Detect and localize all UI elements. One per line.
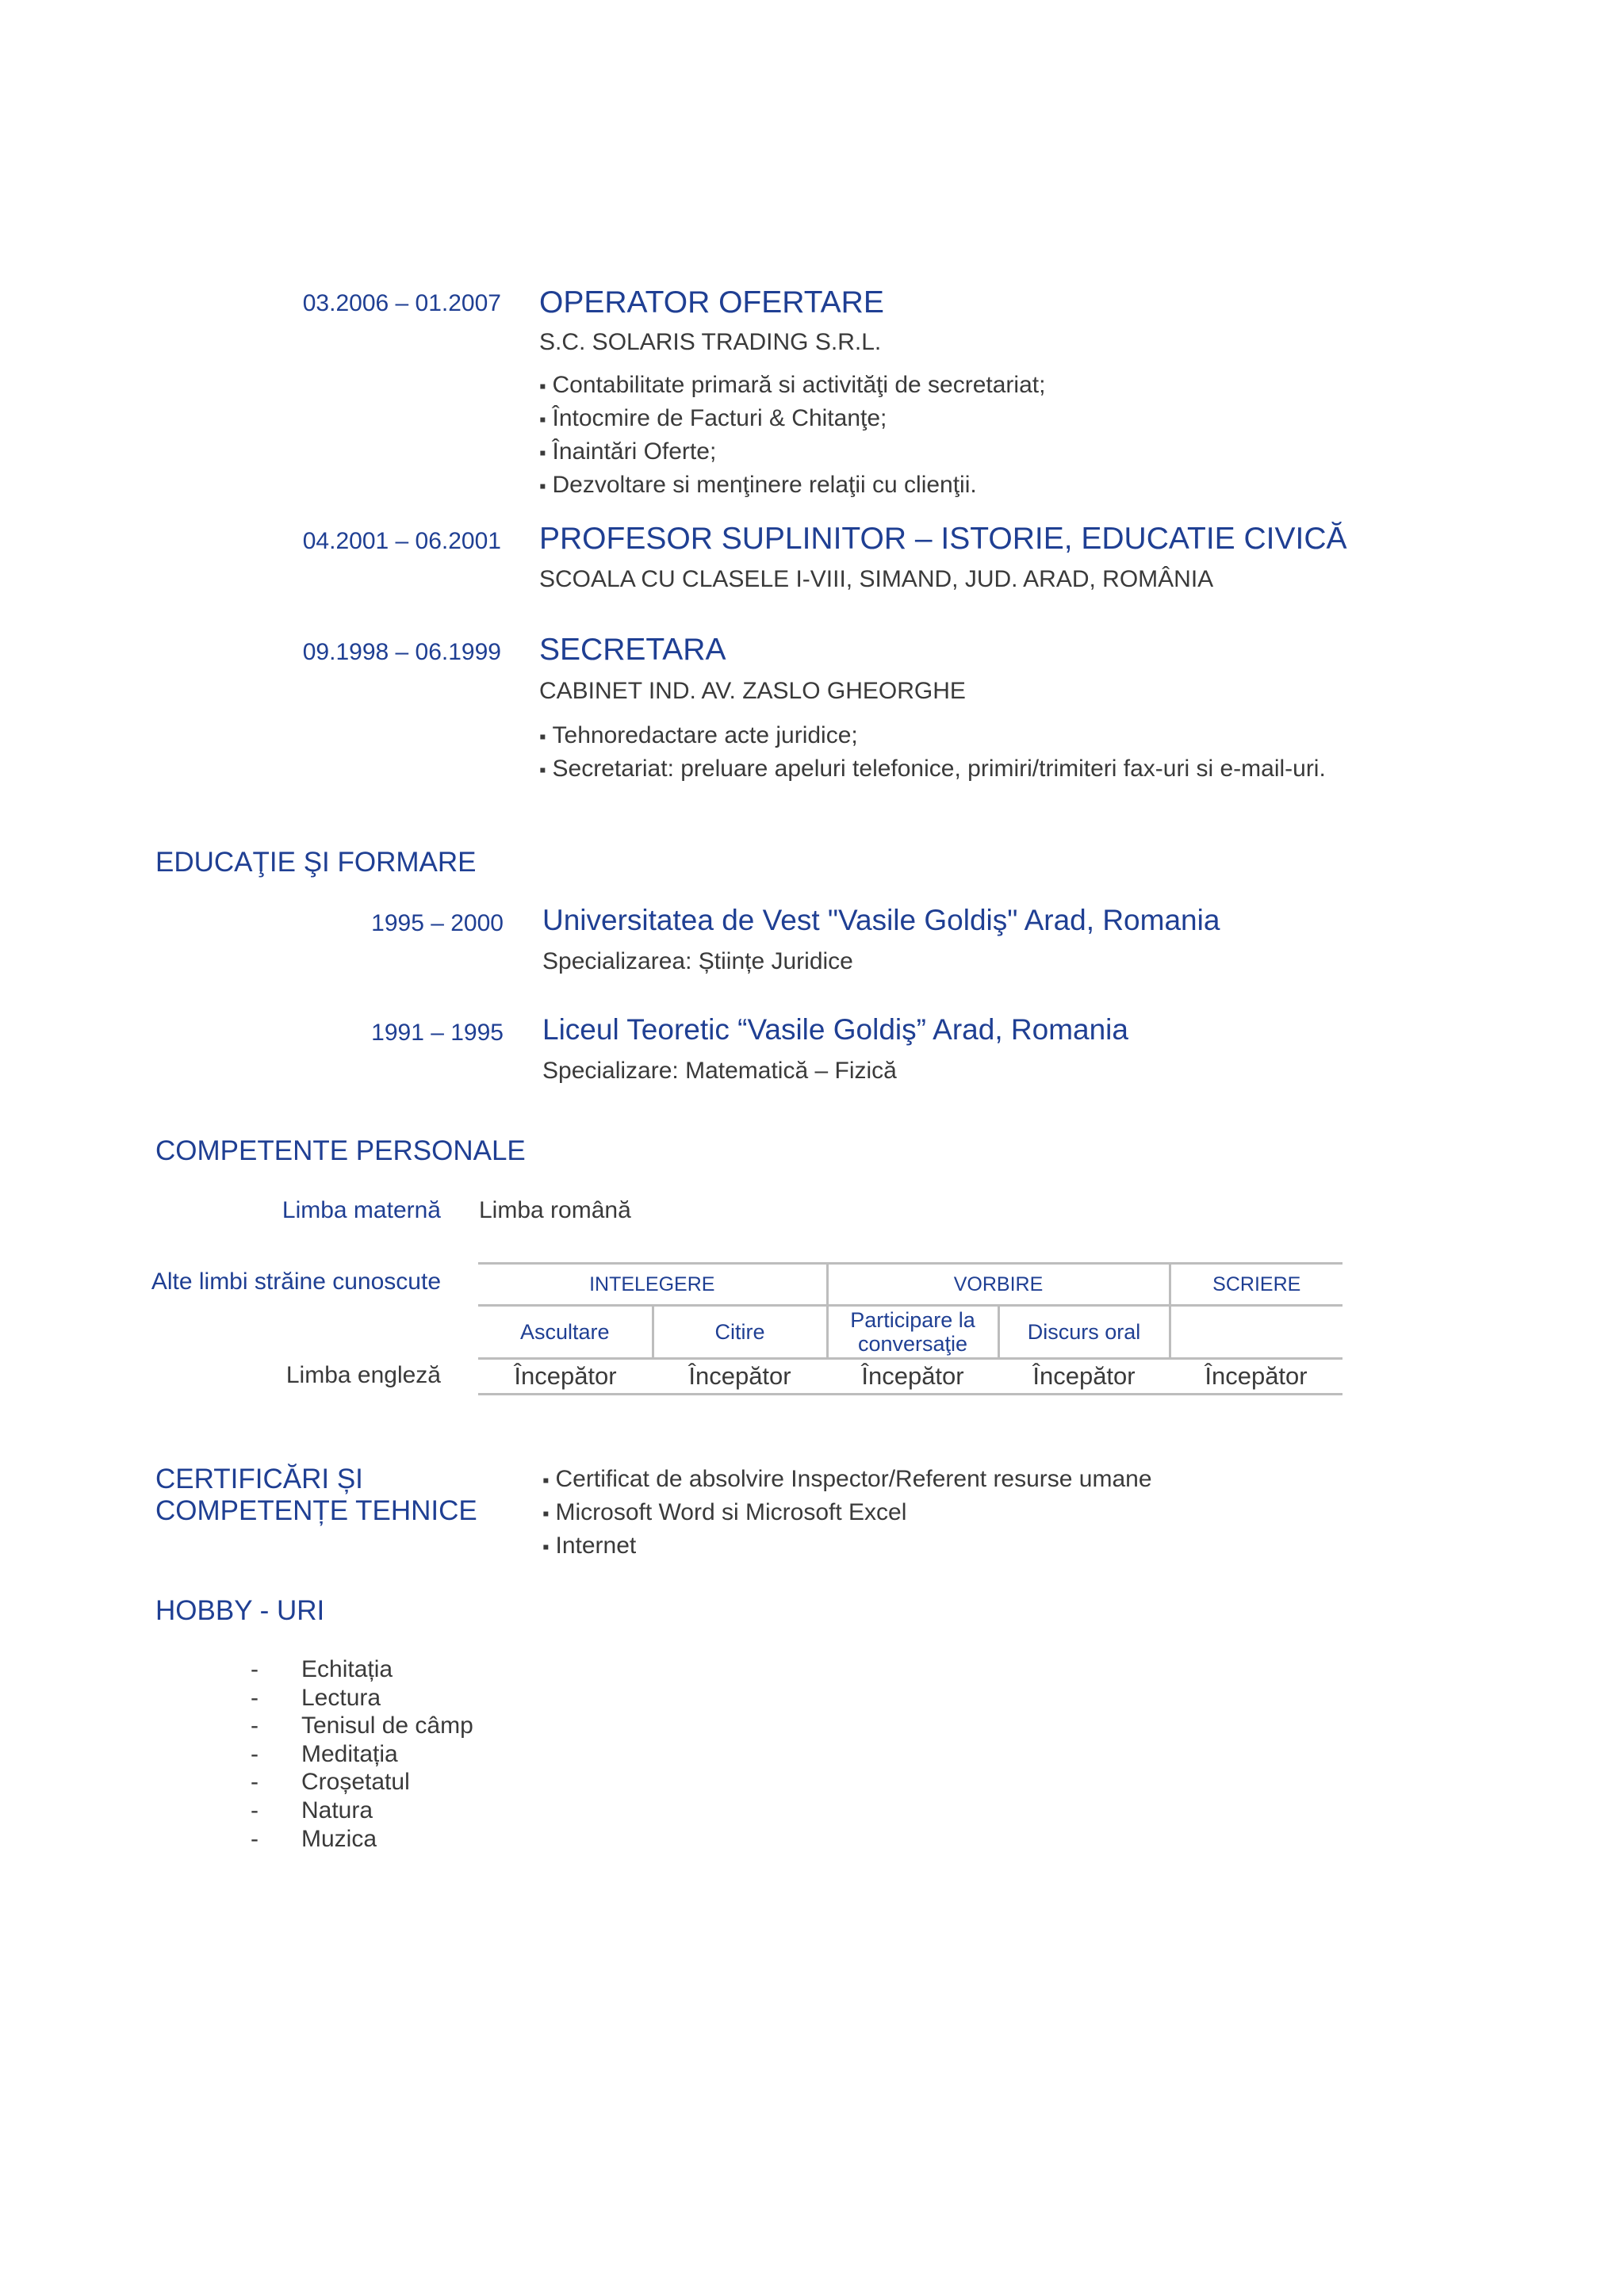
- language-skills-table: [478, 1262, 1342, 1395]
- job-dates: 09.1998 – 06.1999: [302, 639, 501, 665]
- level-cell: Începător: [653, 1359, 827, 1395]
- list-dash: -: [251, 1684, 259, 1711]
- hobby-label: Echitația: [301, 1656, 393, 1682]
- hobby-item: [251, 1825, 473, 1854]
- level-cell: Începător: [827, 1359, 998, 1395]
- subheader-reading: Citire: [653, 1306, 827, 1359]
- hobby-item: [251, 1712, 473, 1740]
- task-item: ▪ Tehnoredactare acte juridice;: [539, 720, 1326, 753]
- list-dash: -: [251, 1712, 259, 1739]
- table-header-row: [478, 1264, 1342, 1306]
- specialization: Specializarea: Științe Juridice: [542, 948, 853, 974]
- hobby-item: [251, 1768, 473, 1797]
- mother-tongue-value: Limba română: [479, 1197, 631, 1223]
- hobby-label: Croșetatul: [301, 1769, 410, 1796]
- task-item: ▪ Secretariat: preluare apeluri telefonice, primiri/trimiteri fax-uri si e-mail-uri.: [539, 753, 1326, 786]
- level-cell: Începător: [998, 1359, 1170, 1395]
- job-dates: 04.2001 – 06.2001: [302, 528, 501, 554]
- table-subheader-row: [478, 1306, 1342, 1359]
- hobby-item: [251, 1740, 473, 1769]
- level-cell: Începător: [1170, 1359, 1342, 1395]
- subheader-interaction: Participare la conversaţie: [827, 1306, 998, 1359]
- education-dates: 1991 – 1995: [371, 1020, 504, 1046]
- employer-name: S.C. SOLARIS TRADING S.R.L.: [539, 329, 882, 355]
- list-dash: -: [251, 1797, 259, 1823]
- employer-name: SCOALA CU CLASELE I-VIII, SIMAND, JUD. ARAD, ROMÂNIA: [539, 566, 1214, 592]
- task-item: ▪ Întocmire de Facturi & Chitanţe;: [539, 403, 1045, 436]
- job-title: SECRETARA: [539, 633, 726, 667]
- hobbies-list: [251, 1655, 473, 1853]
- hobby-label: Natura: [301, 1797, 373, 1823]
- task-item: ▪ Contabilitate primară si activităţi de secretariat;: [539, 369, 1045, 403]
- task-list: [539, 369, 1045, 503]
- level-cell: Începător: [478, 1359, 653, 1395]
- hobby-item: [251, 1684, 473, 1712]
- task-item: ▪ Înaintări Oferte;: [539, 436, 1045, 469]
- list-dash: -: [251, 1740, 259, 1767]
- subheader-writing: [1170, 1306, 1342, 1359]
- group-header-understanding: INTELEGERE: [478, 1264, 827, 1306]
- hobby-label: Meditația: [301, 1740, 398, 1767]
- competences-heading: COMPETENTE PERSONALE: [155, 1135, 526, 1166]
- institution-name: Liceul Teoretic “Vasile Goldiş” Arad, Romania: [542, 1013, 1128, 1046]
- mother-tongue-label: Limba maternă: [282, 1197, 441, 1223]
- task-list: [539, 720, 1326, 786]
- certification-item: ▪ Microsoft Word si Microsoft Excel: [542, 1497, 1152, 1530]
- list-dash: -: [251, 1656, 259, 1682]
- hobby-item: [251, 1797, 473, 1825]
- other-languages-label: Alte limbi străine cunoscute: [151, 1269, 441, 1295]
- certifications-list: [542, 1464, 1152, 1563]
- certifications-heading-line1: CERTIFICĂRI ȘI: [155, 1464, 363, 1494]
- job-title: PROFESOR SUPLINITOR – ISTORIE, EDUCATIE CIVICĂ: [539, 522, 1347, 556]
- subheader-production: Discurs oral: [998, 1306, 1170, 1359]
- subheader-listening: Ascultare: [478, 1306, 653, 1359]
- certifications-heading-line2: COMPETENȚE TEHNICE: [155, 1495, 477, 1526]
- hobby-item: [251, 1655, 473, 1684]
- task-item: ▪ Dezvoltare si menţinere relaţii cu clienţii.: [539, 469, 1045, 503]
- table-row: [478, 1359, 1342, 1395]
- certification-item: ▪ Certificat de absolvire Inspector/Referent resurse umane: [542, 1464, 1152, 1497]
- job-title: OPERATOR OFERTARE: [539, 285, 884, 320]
- certification-item: ▪ Internet: [542, 1530, 1152, 1563]
- employer-name: CABINET IND. AV. ZASLO GHEORGHE: [539, 678, 966, 704]
- job-dates: 03.2006 – 01.2007: [302, 290, 501, 316]
- education-dates: 1995 – 2000: [371, 910, 504, 936]
- institution-name: Universitatea de Vest "Vasile Goldiş" Arad, Romania: [542, 904, 1220, 936]
- group-header-writing: SCRIERE: [1170, 1264, 1342, 1306]
- hobby-label: Muzica: [301, 1825, 377, 1852]
- list-dash: -: [251, 1769, 259, 1796]
- language-name: Limba engleză: [285, 1362, 441, 1388]
- education-heading: EDUCAŢIE ŞI FORMARE: [155, 847, 477, 878]
- hobbies-heading: HOBBY - URI: [155, 1595, 325, 1626]
- list-dash: -: [251, 1825, 259, 1852]
- group-header-speaking: VORBIRE: [827, 1264, 1170, 1306]
- hobby-label: Tenisul de câmp: [301, 1712, 473, 1739]
- hobby-label: Lectura: [301, 1684, 381, 1711]
- specialization: Specializare: Matematică – Fizică: [542, 1058, 897, 1084]
